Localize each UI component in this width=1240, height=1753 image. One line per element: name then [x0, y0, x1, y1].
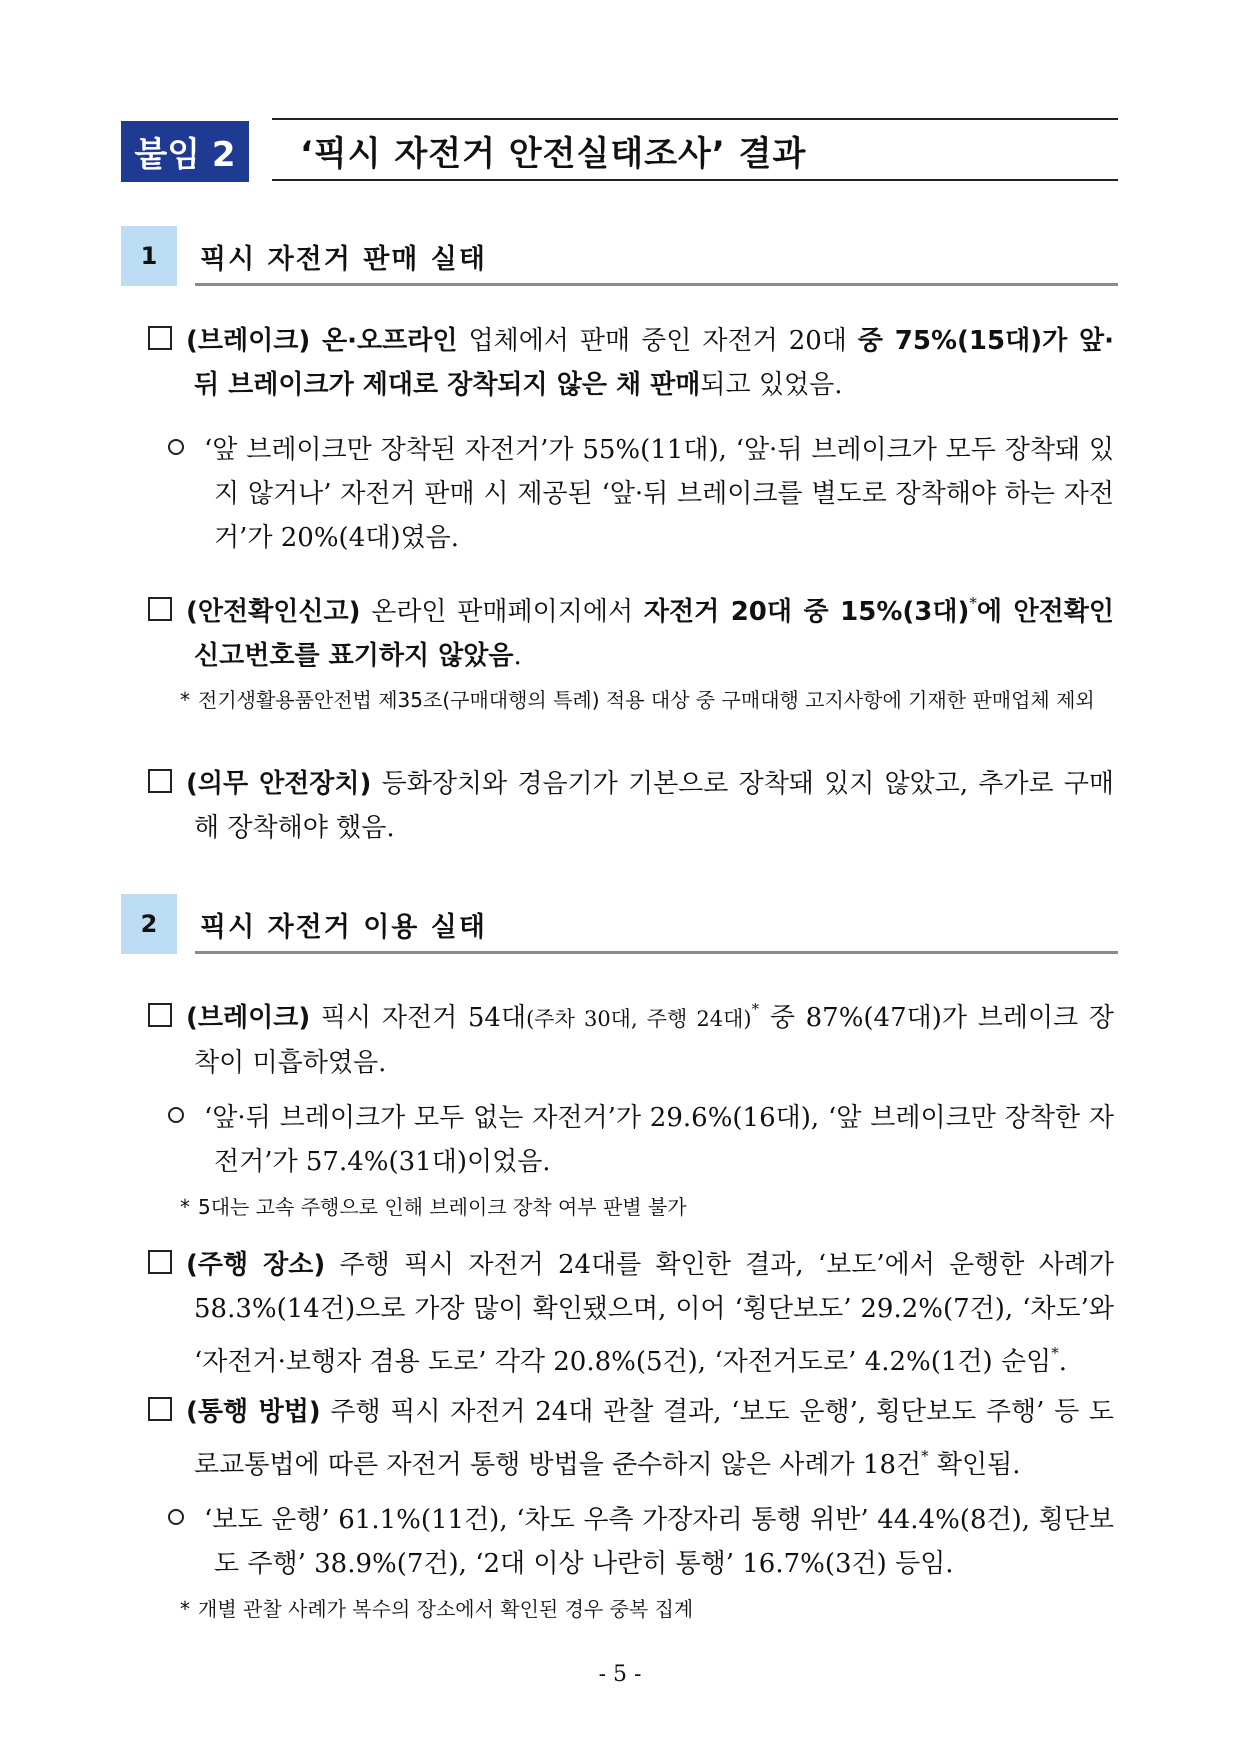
section-1-rule: [195, 283, 1118, 286]
checkbox-icon: [148, 597, 172, 621]
section-2-riding-location-paragraph: (주행 장소) 주행 픽시 자전거 24대를 확인한 결과, ‘보도’에서 운행한 사례가 58.3%(14건)으로 가장 많이 확인됐으며, 이어 ‘횡단보도’ 29.2%(7건), ‘차도’와 ‘자전거·보행자 겸용 도로’ 각각 20.8%(5건), ‘자전거도로’ 4.2%(1건) 순임*.: [148, 1243, 1114, 1384]
title-bottom-rule: [272, 179, 1118, 181]
brake-label: (브레이크) 온·오프라인: [186, 326, 458, 356]
bullet-circle-icon: [168, 439, 184, 455]
section-2-brake-paragraph: (브레이크) 픽시 자전거 54대(주차 30대, 주행 24대)* 중 87%(47대)가 브레이크 장착이 미흡하였음.: [148, 987, 1114, 1085]
section-2-brake-footnote: * 5대는 고속 주행으로 인해 브레이크 장착 여부 판별 불가: [180, 1195, 687, 1219]
bullet-circle-icon: [168, 1107, 184, 1123]
section-2-number: 2: [121, 894, 177, 954]
section-2-rule: [195, 951, 1118, 954]
section-2-traffic-method-paragraph: (통행 방법) 주행 픽시 자전거 24대 관찰 결과, ‘보도 운행’, 횡단보도 주행’ 등 도로교통법에 따른 자전거 통행 방법을 준수하지 않은 사례가 18건* 확인됨.: [148, 1390, 1114, 1487]
title-top-rule: [272, 118, 1118, 120]
checkbox-icon: [148, 769, 172, 793]
section-1-safety-device-paragraph: (의무 안전장치) 등화장치와 경음기가 기본으로 장착돼 있지 않았고, 추가로 구매해 장착해야 했음.: [148, 762, 1114, 850]
section-2-title: 픽시 자전거 이용 실태: [200, 912, 487, 943]
section-1-brake-detail: ‘앞 브레이크만 장착된 자전거’가 55%(11대), ‘앞·뒤 브레이크가 모두 장착돼 있지 않거나’ 자전거 판매 시 제공된 ‘앞·뒤 브레이크를 별도로 장착해야 하는 자전거’가 20%(4대)였음.: [168, 428, 1114, 560]
section-1-brake-paragraph: (브레이크) 온·오프라인 업체에서 판매 중인 자전거 20대 중 75%(15대)가 앞·뒤 브레이크가 제대로 장착되지 않은 채 판매되고 있었음.: [148, 319, 1114, 407]
section-2-traffic-method-detail: ‘보도 운행’ 61.1%(11건), ‘차도 우측 가장자리 통행 위반’ 44.4%(8건), 횡단보도 주행’ 38.9%(7건), ‘2대 이상 나란히 통행’ 16.7%(3건) 등임.: [168, 1498, 1114, 1586]
checkbox-icon: [148, 1250, 172, 1274]
section-1-footnote: * 전기생활용품안전법 제35조(구매대행의 특례) 적용 대상 중 구매대행 고지사항에 기재한 판매업체 제외: [180, 688, 1095, 712]
bullet-circle-icon: [168, 1509, 184, 1525]
checkbox-icon: [148, 326, 172, 350]
checkbox-icon: [148, 1003, 172, 1027]
section-1-title: 픽시 자전거 판매 실태: [200, 244, 487, 275]
section-1-safety-certification-paragraph: (안전확인신고) 온라인 판매페이지에서 자전거 20대 중 15%(3대)*에 안전확인 신고번호를 표기하지 않았음.: [148, 581, 1114, 678]
section-1-number: 1: [121, 226, 177, 286]
section-2-traffic-footnote: * 개별 관찰 사례가 복수의 장소에서 확인된 경우 중복 집계: [180, 1597, 694, 1621]
page-number: - 5 -: [598, 1662, 642, 1687]
page-title: ‘픽시 자전거 안전실태조사’ 결과: [300, 134, 807, 174]
checkbox-icon: [148, 1397, 172, 1421]
section-2-brake-detail: ‘앞·뒤 브레이크가 모두 없는 자전거’가 29.6%(16대), ‘앞 브레이크만 장착한 자전거’가 57.4%(31대)이었음.: [168, 1096, 1114, 1184]
attachment-badge: 붙임 2: [121, 121, 249, 182]
